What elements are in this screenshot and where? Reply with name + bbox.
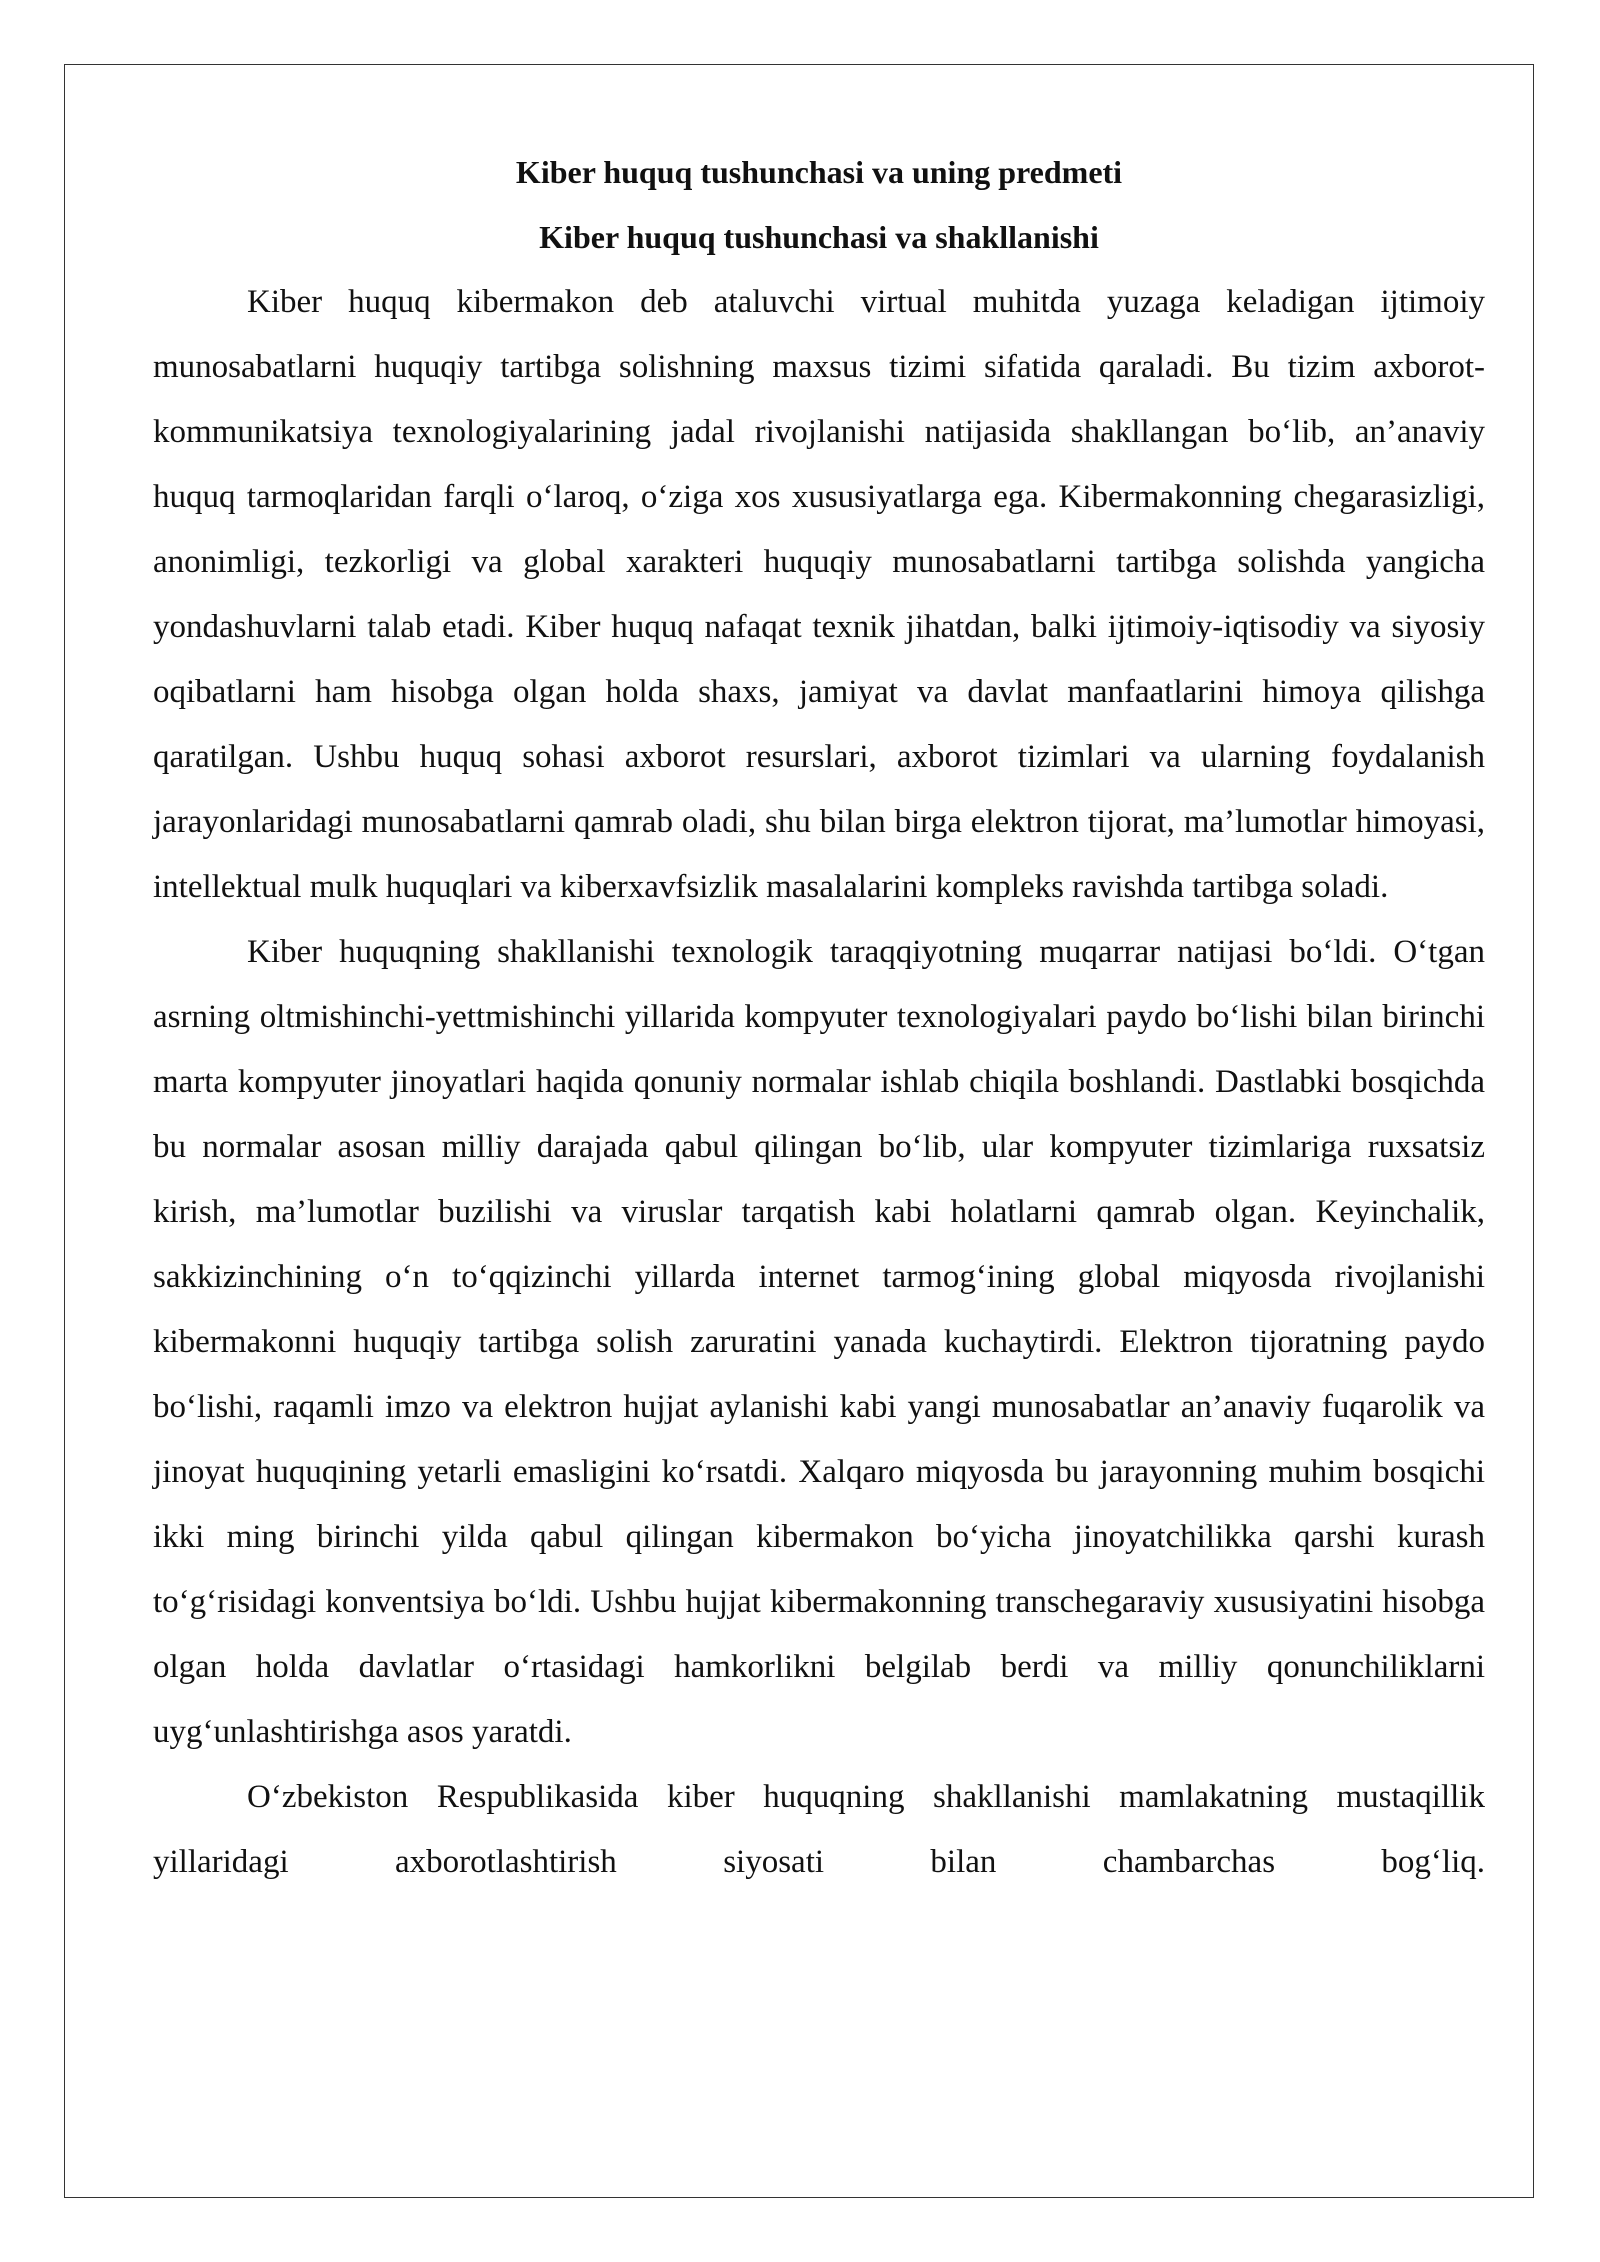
document-body	[153, 140, 1485, 1895]
paragraph-3: O‘zbekiston Respublikasida kiber huquqning shakllanishi mamlakatning mustaqillik yillaridagi axborotlashtirish siyosati bilan chambarchas bog‘liq.	[153, 1779, 1485, 1880]
paragraph-2: Kiber huquqning shakllanishi texnologik taraqqiyotning muqarrar natijasi bo‘ldi. O‘tgan asrning oltmishinchi-yettmishinchi yillarida kompyuter texnologiyalari paydo bo‘lishi bilan birinchi marta kompyuter jinoyatlari haqida qonuniy normalar ishlab chiqila boshlandi. Dastlabki bosqichda bu normalar asosan milliy darajada qabul qilingan bo‘lib, ular kompyuter tizimlariga ruxsatsiz kirish, ma’lumotlar buzilishi va viruslar tarqatish kabi holatlarni qamrab olgan. Keyinchalik, sakkizinchining o‘n to‘qqizinchi yillarda internet tarmog‘ining global miqyosda rivojlanishi kibermakonni huquqiy tartibga solish zaruratini yanada kuchaytirdi. Elektron tijoratning paydo bo‘lishi, raqamli imzo va elektron hujjat aylanishi kabi yangi munosabatlar an’anaviy fuqarolik va jinoyat huquqining yetarli emasligini ko‘rsatdi. Xalqaro miqyosda bu jarayonning muhim bosqichi ikki ming birinchi yilda qabul qilingan kibermakon bo‘yicha jinoyatchilikka qarshi kurash to‘g‘risidagi konventsiya bo‘ldi. Ushbu hujjat kibermakonning transchegaraviy xususiyatini hisobga olgan holda davlatlar o‘rtasidagi hamkorlikni belgilab berdi va milliy qonunchiliklarni uyg‘unlashtirishga asos yaratdi.	[153, 934, 1485, 1750]
section-heading: Kiber huquq tushunchasi va shakllanishi	[539, 219, 1099, 255]
document-title: Kiber huquq tushunchasi va uning predmeti	[515, 154, 1123, 190]
paragraph-1: Kiber huquq kibermakon deb ataluvchi virtual muhitda yuzaga keladigan ijtimoiy munosabatlarni huquqiy tartibga solishning maxsus tizimi sifatida qaraladi. Bu tizim axborot-kommunikatsiya texnologiyalarining jadal rivojlanishi natijasida shakllangan bo‘lib, an’anaviy huquq tarmoqlaridan farqli o‘laroq, o‘ziga xos xususiyatlarga ega. Kibermakonning chegarasizligi, anonimligi, tezkorligi va global xarakteri huquqiy munosabatlarni tartibga solishda yangicha yondashuvlarni talab etadi. Kiber huquq nafaqat texnik jihatdan, balki ijtimoiy-iqtisodiy va siyosiy oqibatlarni ham hisobga olgan holda shaxs, jamiyat va davlat manfaatlarini himoya qilishga qaratilgan. Ushbu huquq sohasi axborot resurslari, axborot tizimlari va ularning foydalanish jarayonlaridagi munosabatlarni qamrab oladi, shu bilan birga elektron tijorat, ma’lumotlar himoyasi, intellektual mulk huquqlari va kiberxavfsizlik masalalarini kompleks ravishda tartibga soladi.	[153, 284, 1485, 905]
